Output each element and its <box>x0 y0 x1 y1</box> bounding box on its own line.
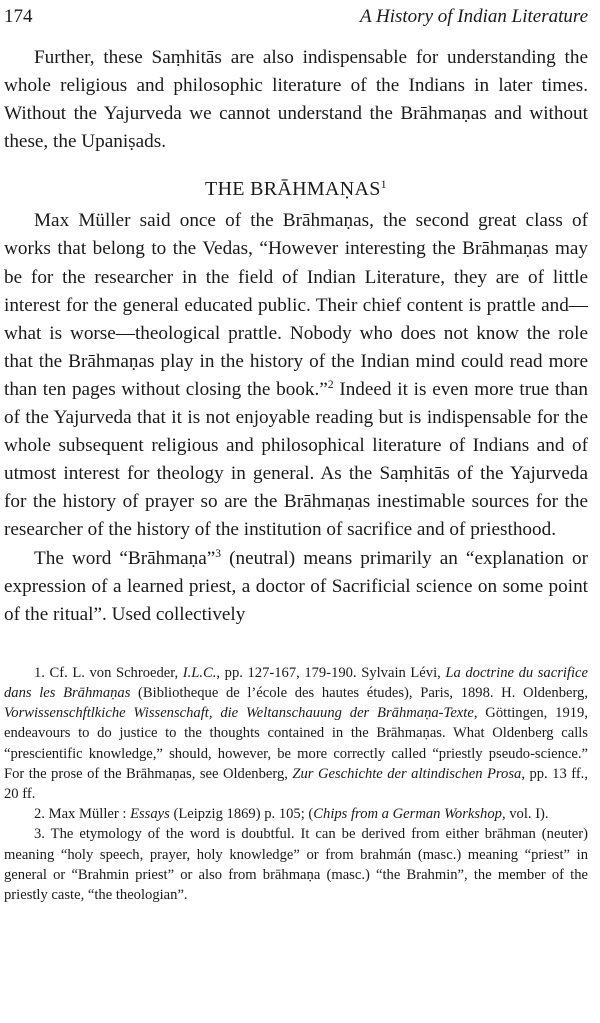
footnote-italic: I.L.C. <box>182 664 217 681</box>
footnote-text: , Göttingen, 1919, endeavours to do justice to the thoughts contained in the Brāhmaṇas. What Oldenberg calls “prescientific knowledge,” should, however, be more correctly called “priestly pseudo-science.” For the prose of the Brāhmaṇas, see Oldenberg, <box>4 705 588 782</box>
footnote-3: 3. The etymology of the word is doubtful. It can be derived from either brāhman (neuter) meaning “holy speech, prayer, holy knowledge” or from brahmán (masc.) meaning “priest” in general or “Brahmin priest” or also from brāhmaṇa (masc.) “the Brahmin”, the member of the priestly caste, “the theologian”. <box>4 826 588 904</box>
paragraph-text: The word “Brāhmaṇa” <box>34 547 216 569</box>
running-header <box>4 6 588 28</box>
paragraph-max-muller <box>4 207 588 544</box>
paragraph-text: (neutral) means primarily an “explanation or expression of a learned priest, a doctor of Sacrificial science on some point of the ritual”. Used collectively <box>4 547 588 625</box>
paragraph-text: Indeed it is even more true than of the Yajurveda that it is not enjoyable reading but is indispensable for the whole subsequent religious and philosophical literature of Indians and of utmost interest for theology in general. As the Saṃhitās of the Yajurveda for the history of prayer so are the Brāhmaṇas inestimable sources for the researcher of the history of the institution of sacrifice and of priesthood. <box>4 378 588 541</box>
footnote-italic: La doctrine du sacrifice dans les Brāhmaṇas <box>4 664 588 701</box>
footnote-text: (Leipzig 1869) p. 105; ( <box>169 806 314 823</box>
footnote-italic: Essays <box>130 806 170 823</box>
footnote-1 <box>4 663 588 804</box>
footnote-2 <box>4 804 588 824</box>
section-heading-text: THE BRĀHMAṆAS <box>205 178 381 201</box>
footnote-italic: Vorwissenschftlkiche Wissenschaft, die Weltanschauung der Brāhmaṇa-Texte <box>4 705 474 722</box>
paragraph-word-brahmana <box>4 545 588 629</box>
footnote-text: , vol. I). <box>501 806 549 823</box>
section-heading <box>4 172 588 201</box>
footnotes <box>4 663 588 905</box>
footnote-text: 2. Max Müller : <box>34 806 131 823</box>
paragraph-samhitas: Further, these Saṃhitās are also indispensable for understanding the whole religious and philosophic literature of the Indians in later times. Without the Yajurveda we cannot understand the Brāhmaṇas and without these, the Upaniṣads. <box>4 47 588 153</box>
footnote-italic: Zur Geschichte der altindischen Prosa <box>292 765 522 782</box>
footnote-text: (Bibliotheque de l’école des hautes études), Paris, 1898. H. Oldenberg, <box>130 684 589 701</box>
footnote-text: , pp. 13 ff., 20 ff. <box>4 765 588 802</box>
footnote-italic: Chips from a German Workshop <box>313 806 502 823</box>
paragraph-text: Max Müller said once of the Brāhmaṇas, the second great class of works that belong to the Vedas, “However interesting the Brāhmaṇas may be for the researcher in the field of Indian Literature, they are of little interest for the general educated public. Their chief content is prattle and—what is worse—theological prattle. Nobody who does not know the role that the Brāhmaṇas play in the history of the Indian mind could read more than ten pages without closing the book.” <box>4 210 588 400</box>
footnote-ref-3: 3 <box>215 547 222 560</box>
page-number: 174 <box>4 6 33 27</box>
running-title: A History of Indian Literature <box>360 6 588 27</box>
footnote-ref-2: 2 <box>327 378 334 391</box>
footnote-ref-1: 1 <box>380 177 387 192</box>
footnote-text: , pp. 127-167, 179-190. Sylvain Lévi, <box>216 664 446 681</box>
footnote-text: 1. Cf. L. von Schroeder, <box>34 664 183 681</box>
